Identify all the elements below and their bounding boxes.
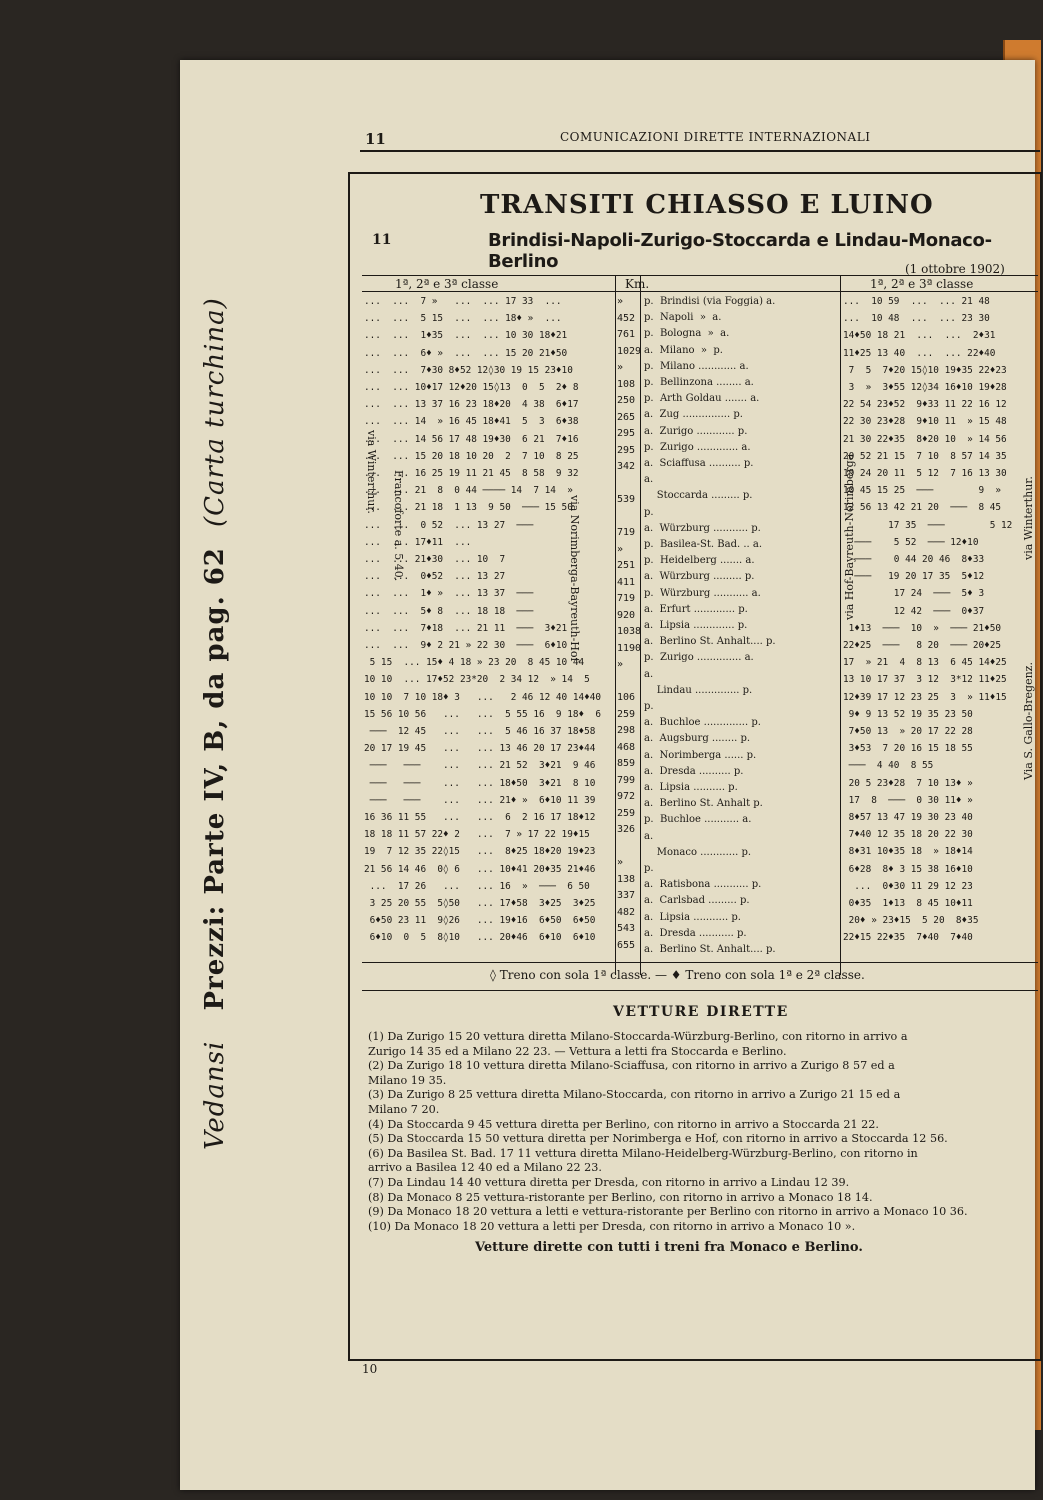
- km-cell: 108: [617, 378, 636, 390]
- spine-text-a: Vedansi: [200, 1040, 230, 1150]
- km-cell: 761: [617, 329, 636, 340]
- station-row: a. Carlsbad ......... p.: [644, 895, 750, 907]
- km-cell: 259: [617, 708, 636, 720]
- left-time-row: 5 15 ... 15♦ 4 18 » 23 20 8 45 10 44: [364, 657, 585, 669]
- left-time-row: ─── ─── ... ... 21 52 3♦21 9 46: [364, 760, 596, 772]
- km-header: Km.: [625, 277, 650, 291]
- left-time-row: ... ... 7 » ... ... 17 33 ...: [364, 296, 562, 307]
- station-row: p. Buchloe ........... a.: [644, 814, 752, 826]
- left-time-row: 3 25 20 55 5◊50 ... 17♦58 3♦25 3♦25: [364, 898, 596, 909]
- right-time-row: 19 24 20 11 5 12 7 16 13 30: [843, 468, 1007, 479]
- station-row: p. Zurigo .............. a.: [644, 652, 754, 664]
- station-row: a. Dresda ........... p.: [644, 927, 747, 939]
- station-row: a. Berlino St. Anhalt p.: [644, 798, 763, 810]
- station-row: a. Zug ............... p.: [644, 409, 743, 421]
- right-time-row: 22♦15 22♦35 7♦40 7♦40: [843, 932, 973, 944]
- km-cell: 1190: [617, 642, 642, 654]
- right-time-row: ─── 5 52 ─── 12♦10: [843, 536, 979, 548]
- km-cell: 250: [617, 395, 636, 406]
- right-time-row: 17 24 ─── 5♦ 3: [843, 588, 985, 600]
- vetture-note-line: (8) Da Monaco 8 25 vettura-ristorante per Berlino, con ritorno in arrivo a Monaco 18 14.: [368, 1190, 873, 1204]
- km-cell: 1029: [617, 345, 642, 357]
- page-number-top: 11: [365, 130, 386, 148]
- right-time-row: 22♦25 ─── 8 20 ─── 20♦25: [843, 640, 1002, 651]
- right-time-row: 22 30 23♦28 9♦10 11 » 15 48: [843, 416, 1007, 428]
- right-time-row: 12 56 13 42 21 20 ─── 8 45: [843, 502, 1002, 514]
- right-time-row: ... 10 48 ... ... 23 30: [843, 313, 990, 325]
- station-row: a. Würzburg ........... p.: [644, 522, 761, 534]
- left-time-row: ... ... 21 18 1 13 9 50 ─── 15 50: [364, 502, 573, 514]
- station-row: a. Buchloe .............. p.: [644, 717, 761, 729]
- station-row: a. Berlino St. Anhalt.... p.: [644, 636, 776, 648]
- km-cell: 337: [617, 890, 636, 901]
- spine-price-reference: [200, 297, 230, 1150]
- left-time-row: ... ... 7♦30 8♦52 12◊30 19 15 23♦10: [364, 364, 573, 376]
- vetture-note-line: (7) Da Lindau 14 40 vettura diretta per Dresda, con ritorno in arrivo a Lindau 12 39.: [368, 1176, 850, 1189]
- station-row: p. Zurigo ............. a.: [644, 441, 751, 453]
- left-time-row: 6♦10 0 5 8◊10 ... 20♦46 6♦10 6♦10: [364, 932, 596, 944]
- left-time-row: ... ... 17♦11 ...: [364, 536, 472, 548]
- right-time-row: 8♦57 13 47 19 30 23 40: [843, 812, 973, 823]
- right-time-row: 9♦ 9 13 52 19 35 23 50: [843, 708, 973, 720]
- station-row: a. Norimberga ...... p.: [644, 749, 757, 761]
- left-time-row: 15 56 10 56 ... ... 5 55 16 9 18♦ 6: [364, 708, 602, 720]
- right-time-row: 20 52 21 15 7 10 8 57 14 35: [843, 450, 1007, 462]
- divider-station-right: [840, 275, 841, 975]
- vetture-note-line: Milano 7 20.: [368, 1103, 440, 1116]
- vetture-note-line: (3) Da Zurigo 8 25 vettura diretta Milano-Stoccarda, con ritorno in arrivo a Zurigo 21 15 ed a: [368, 1088, 901, 1102]
- right-time-row: ... 0♦30 11 29 12 23: [843, 880, 973, 892]
- right-time-row: 12♦39 17 12 23 25 3 » 11♦15: [843, 691, 1007, 703]
- left-time-row: ... ... 0♦52 ... 13 27: [364, 571, 506, 583]
- right-time-row: 22 54 23♦52 9♦33 11 22 16 12: [843, 399, 1007, 411]
- km-cell: 468: [617, 741, 636, 753]
- left-time-row: 20 17 19 45 ... ... 13 46 20 17 23♦44: [364, 743, 596, 755]
- via-hof-right: via Hof-Bayreuth-Norimberga: [843, 453, 856, 620]
- vetture-note-line: (5) Da Stoccarda 15 50 vettura diretta per Norimberga e Hof, con ritorno in arrivo a Stoccarda 12 56.: [368, 1132, 948, 1146]
- station-row: a. Lipsia ............. p.: [644, 620, 748, 631]
- km-cell: 265: [617, 411, 636, 423]
- running-header: COMUNICAZIONI DIRETTE INTERNAZIONALI: [560, 130, 871, 144]
- km-cell: 539: [617, 494, 636, 505]
- via-winterthur-right: via Winterthur.: [1022, 476, 1035, 560]
- right-time-row: 17 35 ─── 5 12: [843, 519, 1013, 531]
- left-time-row: ... 17 26 ... ... 16 » ─── 6 50: [364, 880, 590, 892]
- vetture-note-line: arrivo a Basilea 12 40 ed a Milano 22 23.: [368, 1161, 602, 1175]
- left-time-row: ... ... 7♦18 ... 21 11 ─── 3♦21: [364, 622, 568, 634]
- left-time-row: ... ... 10♦17 12♦20 15◊13 0 5 2♦ 8: [364, 382, 579, 393]
- right-time-row: ─── 19 20 17 35 5♦12: [843, 571, 985, 583]
- station-row: a. Würzburg ......... p.: [644, 571, 755, 583]
- section-number: 11: [372, 232, 392, 248]
- km-cell: 298: [617, 725, 636, 736]
- page-number-bottom: 10: [362, 1362, 378, 1376]
- station-row: p.: [644, 701, 654, 712]
- km-cell: 326: [617, 824, 636, 835]
- km-cell: 920: [617, 609, 636, 621]
- km-cell: 342: [617, 461, 636, 472]
- francoforte-note: Francoforte a. 5 40.: [392, 470, 405, 582]
- station-row: a. Erfurt ............. p.: [644, 603, 748, 615]
- right-time-row: 20♦ » 23♦15 5 20 8♦35: [843, 915, 979, 927]
- right-time-row: 8♦31 10♦35 18 » 18♦14: [843, 846, 973, 858]
- left-time-row: ... ... 13 37 16 23 18♦20 4 38 6♦17: [364, 399, 579, 411]
- right-time-row: ... 10 59 ... ... 21 48: [843, 296, 990, 307]
- divider-left-km: [615, 275, 616, 975]
- station-row: p. Brindisi (via Foggia) a.: [644, 296, 776, 307]
- left-time-row: ... ... 14 » 16 45 18♦41 5 3 6♦38: [364, 416, 579, 428]
- vetture-note-line: (10) Da Monaco 18 20 vettura a letti per Dresda, con ritorno in arrivo a Monaco 10 ».: [368, 1219, 856, 1233]
- left-time-row: ─── ─── ... ... 18♦50 3♦21 8 10: [364, 777, 596, 789]
- header-underline: [362, 291, 1038, 292]
- km-cell: 295: [617, 444, 636, 456]
- right-time-row: 3 » 3♦55 12◊34 16♦10 19♦28: [843, 382, 1007, 393]
- km-cell: 251: [617, 560, 636, 571]
- km-cell: 138: [617, 873, 636, 885]
- right-time-row: ─── 0 44 20 46 8♦33: [843, 554, 985, 565]
- left-time-row: 19 7 12 35 22◊15 ... 8♦25 18♦20 19♦23: [364, 846, 596, 858]
- legend: ◊ Treno con sola 1ª classe. — ♦ Treno con sola 1ª e 2ª classe.: [490, 968, 865, 982]
- vetture-note-line: Milano 19 35.: [368, 1073, 447, 1087]
- km-cell: 719: [617, 593, 636, 604]
- station-row: p. Heidelberg ....... a.: [644, 555, 755, 567]
- via-winterthur-left: via Winterthur.: [365, 430, 378, 514]
- km-cell: 259: [617, 807, 636, 819]
- station-row: p. Bellinzona ........ a.: [644, 377, 754, 388]
- left-time-row: ... ... 1♦ » ... 13 37 ───: [364, 588, 534, 600]
- left-time-row: ... ... 21♦30 ... 10 7: [364, 554, 506, 565]
- km-cell: 295: [617, 428, 636, 439]
- station-row: p. Bologna » a.: [644, 328, 730, 340]
- vetture-note-line: Zurigo 14 35 ed a Milano 22 23. — Vettura a letti fra Stoccarda e Berlino.: [368, 1044, 787, 1058]
- vetture-title: VETTURE DIRETTE: [613, 1004, 789, 1020]
- station-row: a. Zurigo ............ p.: [644, 425, 748, 437]
- station-row: a. Dresda .......... p.: [644, 765, 744, 777]
- right-time-row: 7♦40 12 35 18 20 22 30: [843, 829, 973, 841]
- left-time-row: ... ... 1♦35 ... ... 10 30 18♦21: [364, 330, 568, 342]
- left-time-row: ... ... 14 56 17 48 19♦30 6 21 7♦16: [364, 433, 579, 445]
- right-time-row: 14♦50 18 21 ... ... 2♦31: [843, 330, 996, 342]
- km-cell: »: [617, 543, 624, 555]
- right-time-row: 7 5 7♦20 15◊10 19♦35 22♦23: [843, 364, 1007, 376]
- station-row: a.: [644, 474, 654, 486]
- right-time-row: 1♦13 ─── 10 » ─── 21♦50: [843, 622, 1002, 634]
- station-row: a. Augsburg ........ p.: [644, 733, 751, 745]
- left-time-row: 18 18 11 57 22♦ 2 ... 7 » 17 22 19♦15: [364, 829, 590, 841]
- left-time-row: 10 10 7 10 18♦ 3 ... 2 46 12 40 14♦40: [364, 691, 602, 703]
- right-time-row: 10 45 15 25 ─── 9 »: [843, 485, 1002, 497]
- via-norimberga-left: via Norimberga-Bayreuth-Hof: [568, 495, 581, 662]
- station-row: a. Lipsia ........... p.: [644, 911, 741, 923]
- vetture-note-line: (4) Da Stoccarda 9 45 vettura diretta per Berlino, con ritorno in arrivo a Stoccarda 21 22.: [368, 1117, 879, 1131]
- header-rule: [360, 150, 1040, 152]
- right-classes-header: 1ª, 2ª e 3ª classe: [870, 277, 974, 291]
- right-time-row: ─── 4 40 8 55: [843, 760, 934, 772]
- vetture-note-line: (2) Da Zurigo 18 10 vettura diretta Milano-Sciaffusa, con ritorno in arrivo a Zurigo 8 57 ed a: [368, 1059, 895, 1073]
- right-time-row: 7♦50 13 » 20 17 22 28: [843, 726, 973, 737]
- station-row: a. Ratisbona ........... p.: [644, 879, 762, 891]
- right-time-row: 3♦53 7 20 16 15 18 55: [843, 743, 973, 755]
- left-time-row: ... ... 15 20 18 10 20 2 7 10 8 25: [364, 450, 579, 462]
- vetture-final-note: Vetture dirette con tutti i treni fra Monaco e Berlino.: [475, 1240, 863, 1255]
- left-time-row: ... ... 21 8 0 44 ──── 14 7 14 »: [364, 485, 573, 497]
- station-row: Lindau .............. p.: [644, 684, 753, 696]
- left-classes-header: 1ª, 2ª e 3ª classe: [395, 277, 499, 291]
- section-date: (1 ottobre 1902): [905, 262, 1005, 276]
- table-bottom-rule: [362, 962, 1038, 963]
- left-time-row: ... ... 9♦ 2 21 » 22 30 ─── 6♦10: [364, 640, 568, 651]
- km-cell: 543: [617, 923, 636, 934]
- station-row: p.: [644, 506, 654, 518]
- km-cell: »: [617, 296, 624, 307]
- station-row: Stoccarda ......... p.: [644, 490, 753, 502]
- km-cell: 655: [617, 939, 636, 951]
- left-time-row: 6♦50 23 11 9◊26 ... 19♦16 6♦50 6♦50: [364, 915, 596, 927]
- km-cell: 972: [617, 791, 636, 802]
- left-time-row: ... ... 5 15 ... ... 18♦ » ...: [364, 313, 562, 325]
- right-time-row: 17 » 21 4 8 13 6 45 14♦25: [843, 657, 1007, 669]
- station-row: a. Lipsia .......... p.: [644, 782, 738, 793]
- station-row: p. Arth Goldau ....... a.: [644, 393, 760, 405]
- right-time-row: 0♦35 1♦13 8 45 10♦11: [843, 898, 973, 909]
- left-time-row: ... ... 0 52 ... 13 27 ───: [364, 519, 534, 531]
- km-cell: 859: [617, 758, 636, 769]
- divider-km-station: [640, 275, 641, 975]
- vetture-note-line: (9) Da Monaco 18 20 vettura a letti e vettura-ristorante per Berlino con ritorno in arrivo a Monaco 10 36.: [368, 1205, 968, 1219]
- km-cell: 719: [617, 527, 636, 538]
- vetture-note-line: (6) Da Basilea St. Bad. 17 11 vettura diretta Milano-Heidelberg-Würzburg-Berlino, con ritorno in: [368, 1146, 918, 1160]
- spine-text-c: (Carta turchina): [200, 297, 230, 528]
- km-cell: »: [617, 857, 624, 868]
- vetture-note-line: (1) Da Zurigo 15 20 vettura diretta Milano-Stoccarda-Würzburg-Berlino, con ritorno in arrivo a: [368, 1030, 908, 1043]
- station-row: p. Napoli » a.: [644, 312, 722, 324]
- section-subtitle: Brindisi-Napoli-Zurigo-Stoccarda e Lindau-Monaco-Berlino: [488, 230, 992, 272]
- left-time-row: 21 56 14 46 0◊ 6 ... 10♦41 20♦35 21♦46: [364, 863, 596, 875]
- right-time-row: 20 5 23♦28 7 10 13♦ »: [843, 777, 973, 789]
- section-title: TRANSITI CHIASSO E LUINO: [480, 190, 934, 220]
- left-time-row: ... ... 6♦ » ... ... 15 20 21♦50: [364, 347, 568, 359]
- station-row: Monaco ............ p.: [644, 846, 752, 858]
- station-row: p.: [644, 863, 654, 874]
- left-time-row: 16 36 11 55 ... ... 6 2 16 17 18♦12: [364, 812, 596, 823]
- station-row: a. Sciaffusa .......... p.: [644, 458, 754, 469]
- left-time-row: ─── ─── ... ... 21♦ » 6♦10 11 39: [364, 794, 596, 806]
- station-row: a.: [644, 668, 654, 680]
- left-time-row: 10 10 ... 17♦52 23*20 2 34 12 » 14 5: [364, 674, 590, 686]
- km-cell: »: [617, 659, 624, 670]
- station-row: a.: [644, 830, 654, 842]
- km-cell: »: [617, 362, 624, 373]
- right-time-row: 12 42 ─── 0♦37: [843, 605, 985, 617]
- station-row: p. Milano ............ a.: [644, 360, 749, 372]
- km-cell: 799: [617, 774, 636, 786]
- left-time-row: ... ... 16 25 19 11 21 45 8 58 9 32: [364, 468, 579, 479]
- right-time-row: 21 30 22♦35 8♦20 10 » 14 56: [843, 433, 1007, 445]
- km-cell: 1038: [617, 626, 642, 637]
- right-time-row: 6♦28 8♦ 3 15 38 16♦10: [843, 863, 973, 875]
- legend-rule: [362, 990, 1038, 991]
- via-s-gallo: Via S. Gallo-Bregenz.: [1022, 662, 1035, 780]
- right-time-row: 17 8 ─── 0 30 11♦ »: [843, 794, 973, 806]
- station-row: p. Würzburg ........... a.: [644, 587, 761, 599]
- station-row: a. Berlino St. Anhalt.... p.: [644, 944, 776, 955]
- km-cell: 482: [617, 906, 636, 918]
- station-row: p. Basilea-St. Bad. .. a.: [644, 539, 763, 550]
- right-time-row: 11♦25 13 40 ... ... 22♦40: [843, 347, 996, 359]
- left-time-row: ... ... 5♦ 8 ... 18 18 ───: [364, 605, 534, 617]
- spine-text-b: Prezzi: Parte IV, B, da pag. 62: [200, 547, 230, 1011]
- km-cell: 411: [617, 576, 636, 588]
- station-row: a. Milano » p.: [644, 344, 723, 356]
- km-cell: 106: [617, 692, 636, 703]
- km-cell: 452: [617, 312, 636, 324]
- right-time-row: 13 10 17 37 3 12 3*12 11♦25: [843, 674, 1007, 686]
- left-time-row: ─── 12 45 ... ... 5 46 16 37 18♦58: [364, 726, 596, 737]
